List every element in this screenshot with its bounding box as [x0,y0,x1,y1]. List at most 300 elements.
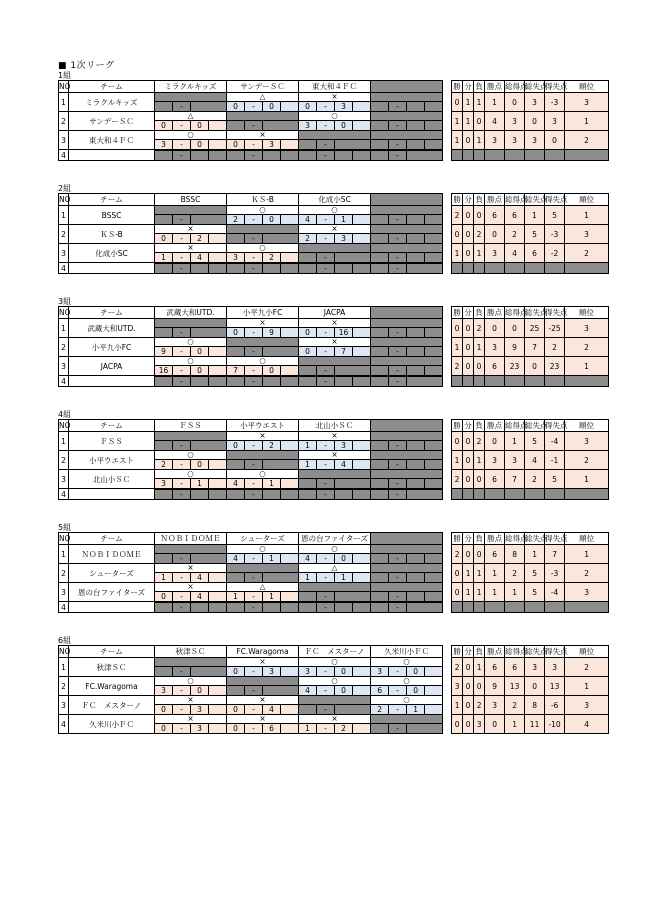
team-name: 秋津ＳＣ [69,658,155,677]
score-for: 2 [299,234,317,244]
spacer [443,545,452,564]
stat-gd [545,263,565,274]
stat-l [474,602,485,613]
team-no: 1 [59,545,69,564]
header-opponent: 武蔵大和UTD. [155,307,227,319]
header-draw: 分 [464,647,472,656]
result-symbol: ○ [227,470,299,479]
stat-ga: 1 [525,206,545,225]
header-ga: 総失点 [525,421,548,430]
stat-d [463,489,474,500]
result-symbol: × [299,451,371,460]
score-for: 1 [299,573,317,583]
score-pad [425,686,443,696]
stat-d: 0 [463,715,474,734]
stat-l [474,263,485,274]
stat-gd [545,150,565,161]
stat-d [463,263,474,274]
score-against [407,215,425,225]
team-no: 4 [59,602,69,613]
team-name: FC.Waragoma [69,677,155,696]
stat-gf [505,602,525,613]
header-loss: 負 [475,195,483,204]
header-rank: 順位 [565,194,609,206]
stat-pts: 0 [485,319,505,338]
score-dash: - [173,686,191,696]
score-against: 0 [263,366,281,376]
score-pad [281,377,299,387]
score-dash: - [317,441,335,451]
score-dash: - [245,490,263,500]
stat-pts: 1 [485,93,505,112]
stat-pts: 6 [485,658,505,677]
header-opponent [371,533,443,545]
score-pad [425,234,443,244]
team-row [59,564,609,573]
score-against: 1 [335,215,353,225]
score-pad [425,140,443,150]
score-pad [353,667,371,677]
team-name: 東大和４ＦＣ [69,131,155,150]
league-table [58,80,609,161]
stat-rank: 2 [565,658,609,677]
team-name: 小平九小FC [69,338,155,357]
score-pad [353,573,371,583]
spacer [443,194,452,206]
stat-pts: 9 [485,677,505,696]
stat-w: 0 [452,432,463,451]
header-gf: 総得点 [505,195,528,204]
result-symbol: ○ [155,677,227,686]
stat-gf [505,263,525,274]
stat-rank: 2 [565,338,609,357]
result-symbol: × [299,93,371,102]
stat-rank: 1 [565,545,609,564]
score-dash: - [389,140,407,150]
score-for: 0 [227,140,245,150]
score-for: 0 [155,705,173,715]
stat-ga: 0 [525,677,545,696]
spacer [443,244,452,263]
score-pad [281,102,299,112]
self-match-dash: - [173,554,191,564]
score-against: 3 [191,705,209,715]
header-no: NO [59,647,71,656]
result-symbol: ○ [299,658,371,667]
team-no: 1 [59,93,69,112]
score-against: 0 [263,102,281,112]
stat-l: 0 [474,112,485,131]
stat-rank: 1 [565,357,609,376]
header-ga: 総失点 [525,534,548,543]
score-against [335,603,353,613]
score-dash: - [317,686,335,696]
self-match-dash: - [389,264,407,274]
team-row [59,225,609,234]
stat-l: 0 [474,206,485,225]
score-pad [209,366,227,376]
result-symbol: × [155,583,227,592]
team-row [59,112,609,121]
header-draw: 分 [464,308,472,317]
score-against [335,490,353,500]
score-for: 4 [299,215,317,225]
score-dash: - [389,441,407,451]
stat-l: 1 [474,93,485,112]
stat-pts: 1 [485,583,505,602]
self-match-cell [227,451,299,460]
stat-gf: 2 [505,564,525,583]
team-no: 1 [59,319,69,338]
header-pts: 勝点 [485,81,505,93]
stat-d: 0 [463,338,474,357]
team-name: JACPA [69,357,155,376]
score-against [335,264,353,274]
score-pad [425,215,443,225]
spacer [443,150,452,161]
result-symbol: △ [299,564,371,573]
score-against [407,102,425,112]
score-dash: - [317,603,335,613]
stat-gf: 7 [505,470,525,489]
stat-ga: 11 [525,715,545,734]
stat-d: 0 [463,432,474,451]
score-for [299,377,317,387]
self-match-dash: - [245,686,263,696]
score-for: 3 [299,667,317,677]
score-against: 0 [191,460,209,470]
score-pad [281,328,299,338]
score-against [263,151,281,161]
score-dash: - [245,253,263,263]
score-pad [209,603,227,613]
team-no: 4 [59,263,69,274]
spacer [443,93,452,112]
spacer [443,658,452,677]
score-pad [425,573,443,583]
team-name: ＦＳＳ [69,432,155,451]
stat-gf: 6 [505,206,525,225]
score-for: 3 [299,121,317,131]
score-pad [353,264,371,274]
team-row [59,583,609,592]
header-pts: 勝点 [485,420,505,432]
self-match-dash: - [173,102,191,112]
header-opponent: 東大和４ＦＣ [299,81,371,93]
stat-gd: -10 [545,715,565,734]
self-match-cell [155,102,173,112]
stat-gd: -6 [545,696,565,715]
spacer [443,715,452,734]
score-for: 3 [371,667,389,677]
stat-ga: 3 [525,658,545,677]
score-dash: - [245,140,263,150]
team-row [59,206,609,215]
score-dash: - [245,215,263,225]
score-dash: - [173,705,191,715]
score-pad [353,328,371,338]
score-dash: - [389,479,407,489]
stat-w: 1 [452,112,463,131]
score-pad [353,724,371,734]
score-against [407,328,425,338]
score-pad [353,102,371,112]
stat-gd: -2 [545,244,565,263]
result-symbol: × [227,696,299,705]
score-dash: - [245,554,263,564]
spacer [443,263,452,274]
stat-d [463,150,474,161]
stat-d: 0 [463,658,474,677]
result-symbol: ○ [371,677,443,686]
stat-w [452,602,463,613]
score-against: 4 [191,253,209,263]
stat-ga: 5 [525,583,545,602]
self-match-dash: - [389,151,407,161]
score-pad [425,441,443,451]
self-match-cell [299,470,371,479]
score-for [155,490,173,500]
score-pad [209,234,227,244]
self-match-cell [371,715,443,724]
spacer [443,225,452,244]
score-pad [209,151,227,161]
header-gd: 得失点 [545,82,568,91]
self-match-cell [407,490,443,500]
stat-pts: 3 [485,244,505,263]
self-match-dash: - [389,490,407,500]
score-dash: - [317,667,335,677]
header-rank: 順位 [565,420,609,432]
score-against [335,151,353,161]
score-for: 0 [299,347,317,357]
self-match-cell [407,603,443,613]
score-pad [353,377,371,387]
header-team: チーム [69,533,155,545]
score-against: 0 [335,554,353,564]
header-loss: 負 [475,82,483,91]
team-name: 久米川小ＦＣ [69,715,155,734]
header-opponent: JACPA [299,307,371,319]
score-for: 1 [299,441,317,451]
self-match-cell [299,583,371,592]
stat-gf [505,489,525,500]
score-pad [353,686,371,696]
score-against: 1 [263,554,281,564]
score-pad [281,253,299,263]
score-dash: - [389,667,407,677]
score-dash: - [245,479,263,489]
team-name: BSSC [69,206,155,225]
header-opponent: 北山小ＳＣ [299,420,371,432]
self-match-cell [155,215,173,225]
spacer [443,696,452,715]
self-match-cell [227,677,299,686]
score-pad [353,121,371,131]
score-against [191,377,209,387]
spacer [443,583,452,602]
stat-l: 0 [474,470,485,489]
header-team: チーム [69,646,155,658]
stat-d: 1 [463,112,474,131]
score-dash: - [245,705,263,715]
self-match-cell [191,102,227,112]
self-match-cell [371,151,389,161]
score-pad [425,102,443,112]
score-pad [209,479,227,489]
stat-ga: 4 [525,451,545,470]
league-table [58,645,609,734]
self-match-cell [299,366,317,376]
header-ga: 総失点 [525,195,548,204]
self-match-cell [335,479,371,489]
header-pts: 勝点 [485,533,505,545]
self-match-cell [227,573,245,583]
score-dash: - [389,592,407,602]
score-pad [281,151,299,161]
score-against: 2 [263,441,281,451]
team-name [69,376,155,387]
header-draw: 分 [464,195,472,204]
score-against [407,479,425,489]
score-for: 6 [371,686,389,696]
result-symbol: ○ [371,696,443,705]
score-pad [209,460,227,470]
result-symbol [371,244,443,253]
score-for: 0 [227,705,245,715]
score-against [407,347,425,357]
stat-gf: 1 [505,583,525,602]
score-pad [353,215,371,225]
score-against: 0 [191,140,209,150]
score-against: 9 [263,328,281,338]
stat-d: 1 [463,564,474,583]
stat-d: 0 [463,545,474,564]
score-pad [425,554,443,564]
stat-gf: 9 [505,338,525,357]
page-title: ■ 1次リーグ [58,61,115,71]
header-gd: 得失点 [545,534,568,543]
score-against: 0 [335,686,353,696]
spacer [443,432,452,451]
score-for [371,460,389,470]
self-match-cell [335,140,371,150]
result-symbol: × [299,432,371,441]
league-table [58,193,609,274]
stat-d: 0 [463,206,474,225]
stat-w: 2 [452,470,463,489]
score-for [227,377,245,387]
self-match-cell [263,573,299,583]
stat-gf: 2 [505,225,525,244]
self-match-cell [227,225,299,234]
group-label: 6組 [58,636,72,645]
score-for [371,140,389,150]
stat-gd: -3 [545,93,565,112]
score-against [407,234,425,244]
result-symbol: × [299,319,371,328]
score-dash: - [389,215,407,225]
stat-rank [565,263,609,274]
score-dash: - [173,573,191,583]
self-match-cell [227,347,245,357]
score-for [371,121,389,131]
stat-rank [565,602,609,613]
score-against [263,490,281,500]
self-match-dash: - [389,377,407,387]
stat-gd: 23 [545,357,565,376]
stat-rank: 2 [565,564,609,583]
spacer [443,376,452,387]
header-gd: 得失点 [545,647,568,656]
score-dash: - [317,573,335,583]
stat-w: 0 [452,583,463,602]
header-win: 勝 [453,421,461,430]
header-ga: 総失点 [525,647,548,656]
stat-w: 1 [452,244,463,263]
self-match-cell [155,667,173,677]
self-match-dash: - [245,460,263,470]
score-dash: - [245,592,263,602]
score-for: 0 [227,667,245,677]
result-symbol [371,451,443,460]
group-label: 1組 [58,71,72,80]
result-symbol [371,545,443,554]
score-pad [425,328,443,338]
score-for: 0 [155,724,173,734]
stat-l: 1 [474,564,485,583]
self-match-cell [371,264,389,274]
score-dash: - [245,441,263,451]
header-pts: 勝点 [485,307,505,319]
score-pad [281,479,299,489]
team-name: サンデーＳＣ [69,112,155,131]
score-pad [209,592,227,602]
stat-gd: -3 [545,564,565,583]
stat-gd: 13 [545,677,565,696]
score-dash: - [389,234,407,244]
stat-pts [485,376,505,387]
header-draw: 分 [464,82,472,91]
result-symbol: × [155,696,227,705]
group-label: 2組 [58,184,72,193]
self-match-cell [191,328,227,338]
score-dash: - [317,234,335,244]
result-symbol: ○ [299,112,371,121]
score-for [371,328,389,338]
stat-gf: 23 [505,357,525,376]
stat-pts [485,263,505,274]
result-symbol: ○ [299,545,371,554]
score-against: 7 [335,347,353,357]
stat-pts: 1 [485,564,505,583]
score-against: 0 [191,121,209,131]
stat-ga [525,489,545,500]
team-row [59,677,609,686]
stat-l: 0 [474,545,485,564]
score-for: 4 [227,479,245,489]
score-against: 1 [263,592,281,602]
result-symbol [371,432,443,441]
score-pad [209,573,227,583]
self-match-dash: - [317,140,335,150]
score-against [335,377,353,387]
team-row [59,696,609,705]
score-dash: - [173,490,191,500]
stat-d: 0 [463,451,474,470]
score-dash: - [245,603,263,613]
result-symbol: △ [155,112,227,121]
